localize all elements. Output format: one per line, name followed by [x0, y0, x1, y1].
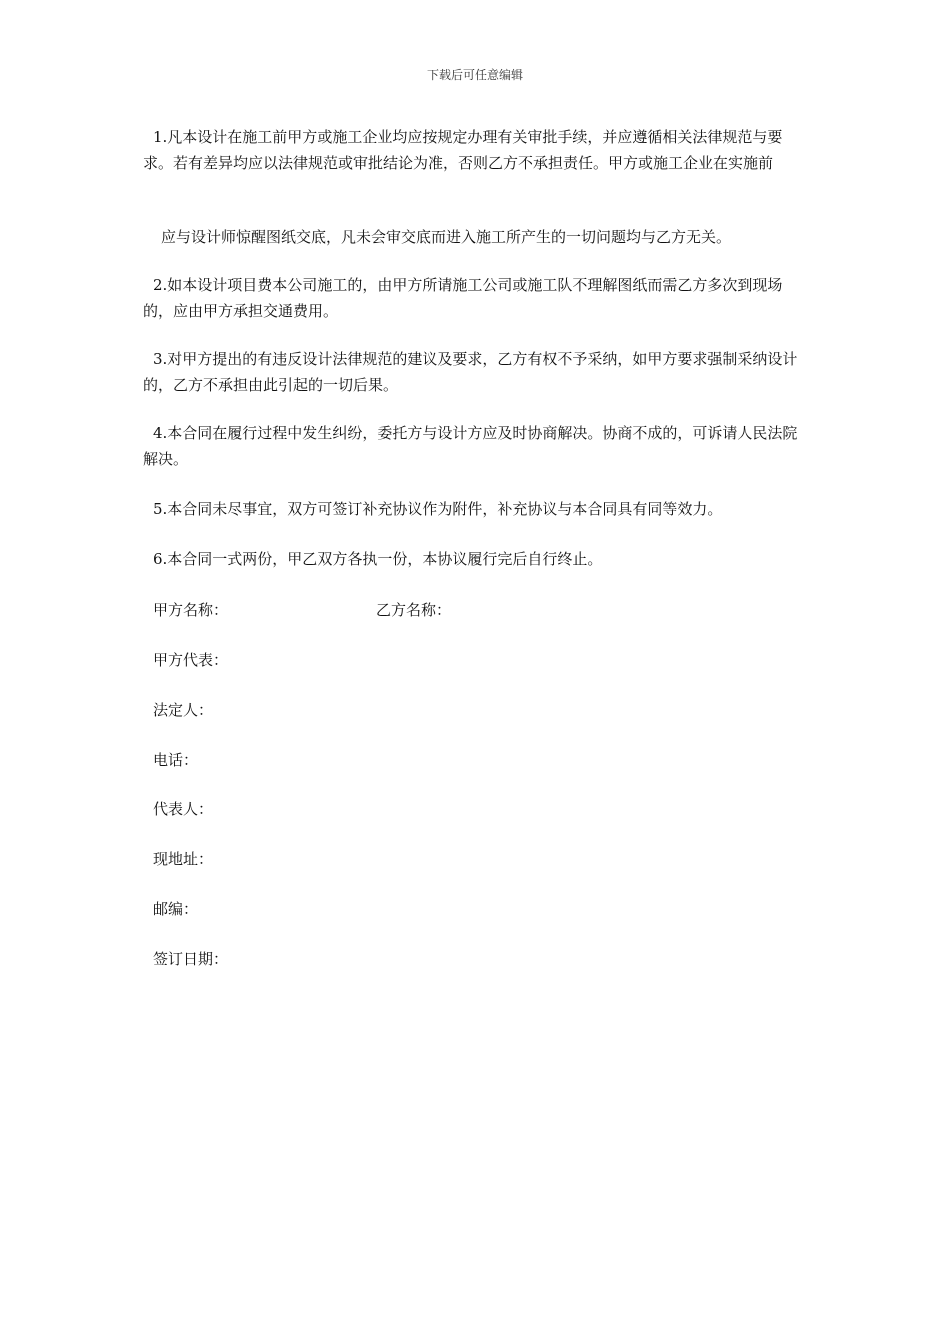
postcode-label: 邮编：: [153, 900, 199, 918]
clause-4: 4.本合同在履行过程中发生纠纷，委托方与设计方应及时协商解决。协商不成的，可诉请人民法院解决。: [143, 424, 798, 468]
clause-1-continued: 应与设计师惊醒图纸交底，凡未会审交底而进入施工所产生的一切问题均与乙方无关。: [161, 228, 732, 246]
legal-person-label: 法定人：: [153, 701, 214, 719]
sign-date-label: 签订日期：: [153, 950, 229, 968]
clause-3: 3.对甲方提出的有违反设计法律规范的建议及要求，乙方有权不予采纳，如甲方要求强制采纳设计的，乙方不承担由此引起的一切后果。: [143, 350, 798, 394]
page-header-note: 下载后可任意编辑: [426, 68, 523, 82]
clause-5: 5.本合同未尽事宜，双方可签订补充协议作为附件，补充协议与本合同具有同等效力。: [153, 500, 723, 518]
clause-1: 1.凡本设计在施工前甲方或施工企业均应按规定办理有关审批手续，并应遵循相关法律规范与要求。若有差异均应以法律规范或审批结论为准，否则乙方不承担责任。甲方或施工企业在实施前: [143, 128, 783, 172]
address-label: 现地址：: [153, 850, 214, 868]
clause-2: 2.如本设计项目费本公司施工的，由甲方所请施工公司或施工队不理解图纸而需乙方多次到现场的，应由甲方承担交通费用。: [143, 276, 783, 320]
clause-6: 6.本合同一式两份，甲乙双方各执一份，本协议履行完后自行终止。: [153, 550, 603, 568]
party-a-name-label: 甲方名称：: [153, 601, 229, 619]
party-a-representative-label: 甲方代表：: [153, 651, 229, 669]
party-b-name-label: 乙方名称：: [376, 601, 452, 619]
representative-label: 代表人：: [153, 800, 214, 818]
phone-label: 电话：: [153, 751, 199, 769]
